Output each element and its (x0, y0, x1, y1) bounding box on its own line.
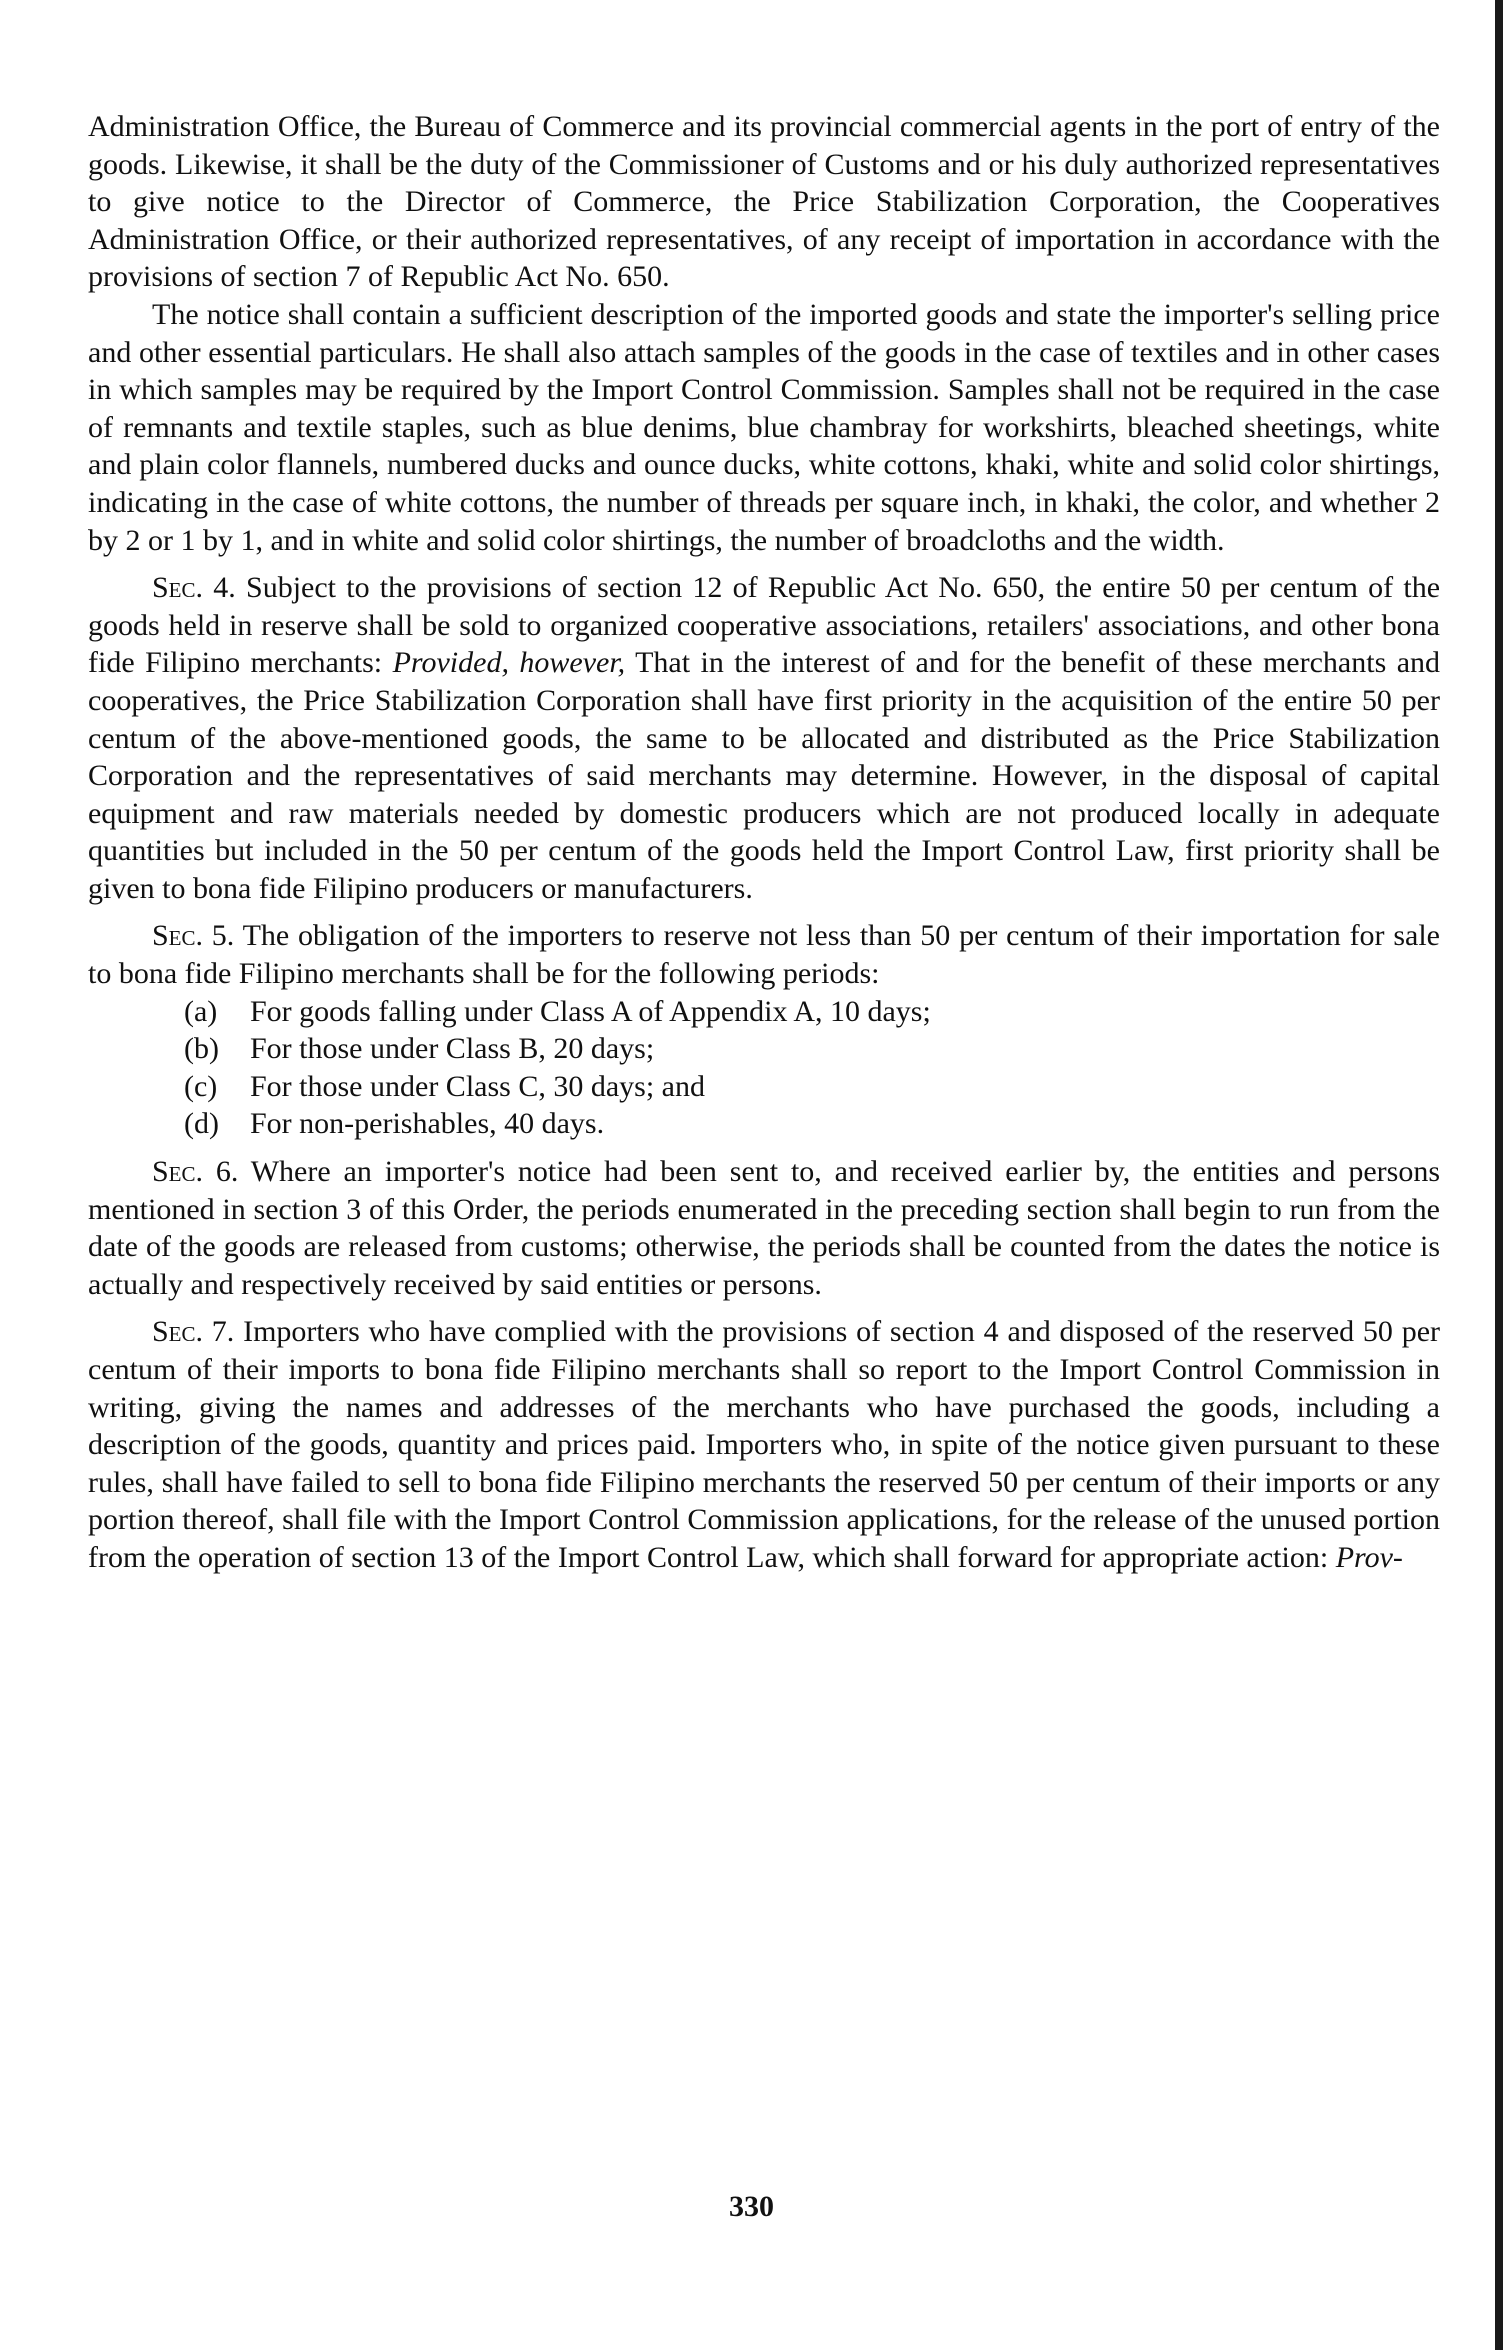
page-number: 330 (729, 2190, 774, 2223)
list-item-marker: (b) (184, 1032, 219, 1066)
section-7-trailing: Prov- (1335, 1540, 1403, 1574)
section-4-text-part2: That in the interest of and for the benefit of these merchants and cooperatives, the Price Stabilization Corporation shall have first priority in the acquisition of the entire 50 per centum of the above-mentioned goods, the same to be allocated and distributed as the Price Stabilization Corporation and the representatives of said merchants may determine. However, in the disposal of capital equipment and raw materials needed by domestic producers which are not produced locally in adequate quantities but included in the 50 per centum of the goods held the Import Control Law, first priority shall be given to bona fide Filipino producers or manufacturers. (88, 646, 1441, 905)
section-4 (88, 569, 1440, 907)
list-item-marker: (d) (184, 1107, 219, 1141)
list-item-text: For those under Class C, 30 days; and (250, 1069, 705, 1103)
section-6 (88, 1153, 1440, 1303)
document-body (88, 108, 1440, 1577)
section-4-label: Sec. 4. (152, 571, 236, 605)
list-item-marker: (c) (184, 1069, 218, 1103)
paragraph-intro: Administration Office, the Bureau of Commerce and its provincial commercial agents in the port of entry of the goods. Likewise, it shall be the duty of the Commissioner of Customs and or his duly authorized representatives to give notice to the Director of Commerce, the Price Stabilization Corporation, the Cooperatives Administration Office, or their authorized representatives, of any receipt of importation in accordance with the provisions of section 7 of Republic Act No. 650. (88, 110, 1440, 294)
page-edge-shadow (1495, 0, 1503, 2350)
section-5-label: Sec. 5. (152, 919, 235, 953)
list-item (88, 993, 1440, 1031)
section-5 (88, 917, 1440, 992)
section-4-proviso: Provided, however, (392, 646, 626, 680)
list-item (88, 1068, 1440, 1106)
section-7 (88, 1313, 1440, 1576)
section-6-text: Where an importer's notice had been sent to, and received earlier by, the entities and persons mentioned in section 3 of this Order, the periods enumerated in the preceding section shall begin to run from the date of the goods are released from customs; otherwise, the periods shall be counted from the dates the notice is actually and respectively received by said entities or persons. (88, 1155, 1440, 1301)
list-item (88, 1030, 1440, 1068)
list-item-text: For those under Class B, 20 days; (250, 1032, 655, 1066)
list-item-marker: (a) (184, 994, 218, 1028)
section-4-text-part1: Subject to the provisions of section 12 of Republic Act No. 650, the entire 50 per centum of the goods held in reserve shall be sold to organized cooperative associations, retailers' associations, and other bona fide Filipino merchants: (88, 571, 1441, 680)
section-7-label: Sec. 7. (152, 1315, 235, 1349)
section-5-text: The obligation of the importers to reserve not less than 50 per centum of their importation for sale to bona fide Filipino merchants shall be for the following periods: (88, 919, 1440, 991)
list-item (88, 1105, 1440, 1143)
list-item-text: For goods falling under Class A of Appendix A, 10 days; (250, 994, 931, 1028)
section-5-period-list (88, 993, 1440, 1143)
section-6-label: Sec. 6. (152, 1155, 239, 1189)
section-7-text: Importers who have complied with the provisions of section 4 and disposed of the reserved 50 per centum of their imports to bona fide Filipino merchants shall so report to the Import Control Commission in writing, giving the names and addresses of the merchants who have purchased the goods, including a description of the goods, quantity and prices paid. Importers who, in spite of the notice given pursuant to these rules, shall have failed to sell to bona fide Filipino merchants the reserved 50 per centum of their imports or any portion thereof, shall file with the Import Control Commission applications, for the release of the unused portion from the operation of section 13 of the Import Control Law, which shall forward for appropriate action: (88, 1315, 1441, 1574)
list-item-text: For non-perishables, 40 days. (250, 1107, 605, 1141)
paragraph-notice: The notice shall contain a sufficient description of the imported goods and state the importer's selling price and other essential particulars. He shall also attach samples of the goods in the case of textiles and in other cases in which samples may be required by the Import Control Commission. Samples shall not be required in the case of remnants and textile staples, such as blue denims, blue chambray for workshirts, bleached sheetings, white and plain color flannels, numbered ducks and ounce ducks, white cottons, khaki, white and solid color shirtings, indicating in the case of white cottons, the number of threads per square inch, in khaki, the color, and whether 2 by 2 or 1 by 1, and in white and solid color shirtings, the number of broadcloths and the width. (88, 297, 1440, 557)
